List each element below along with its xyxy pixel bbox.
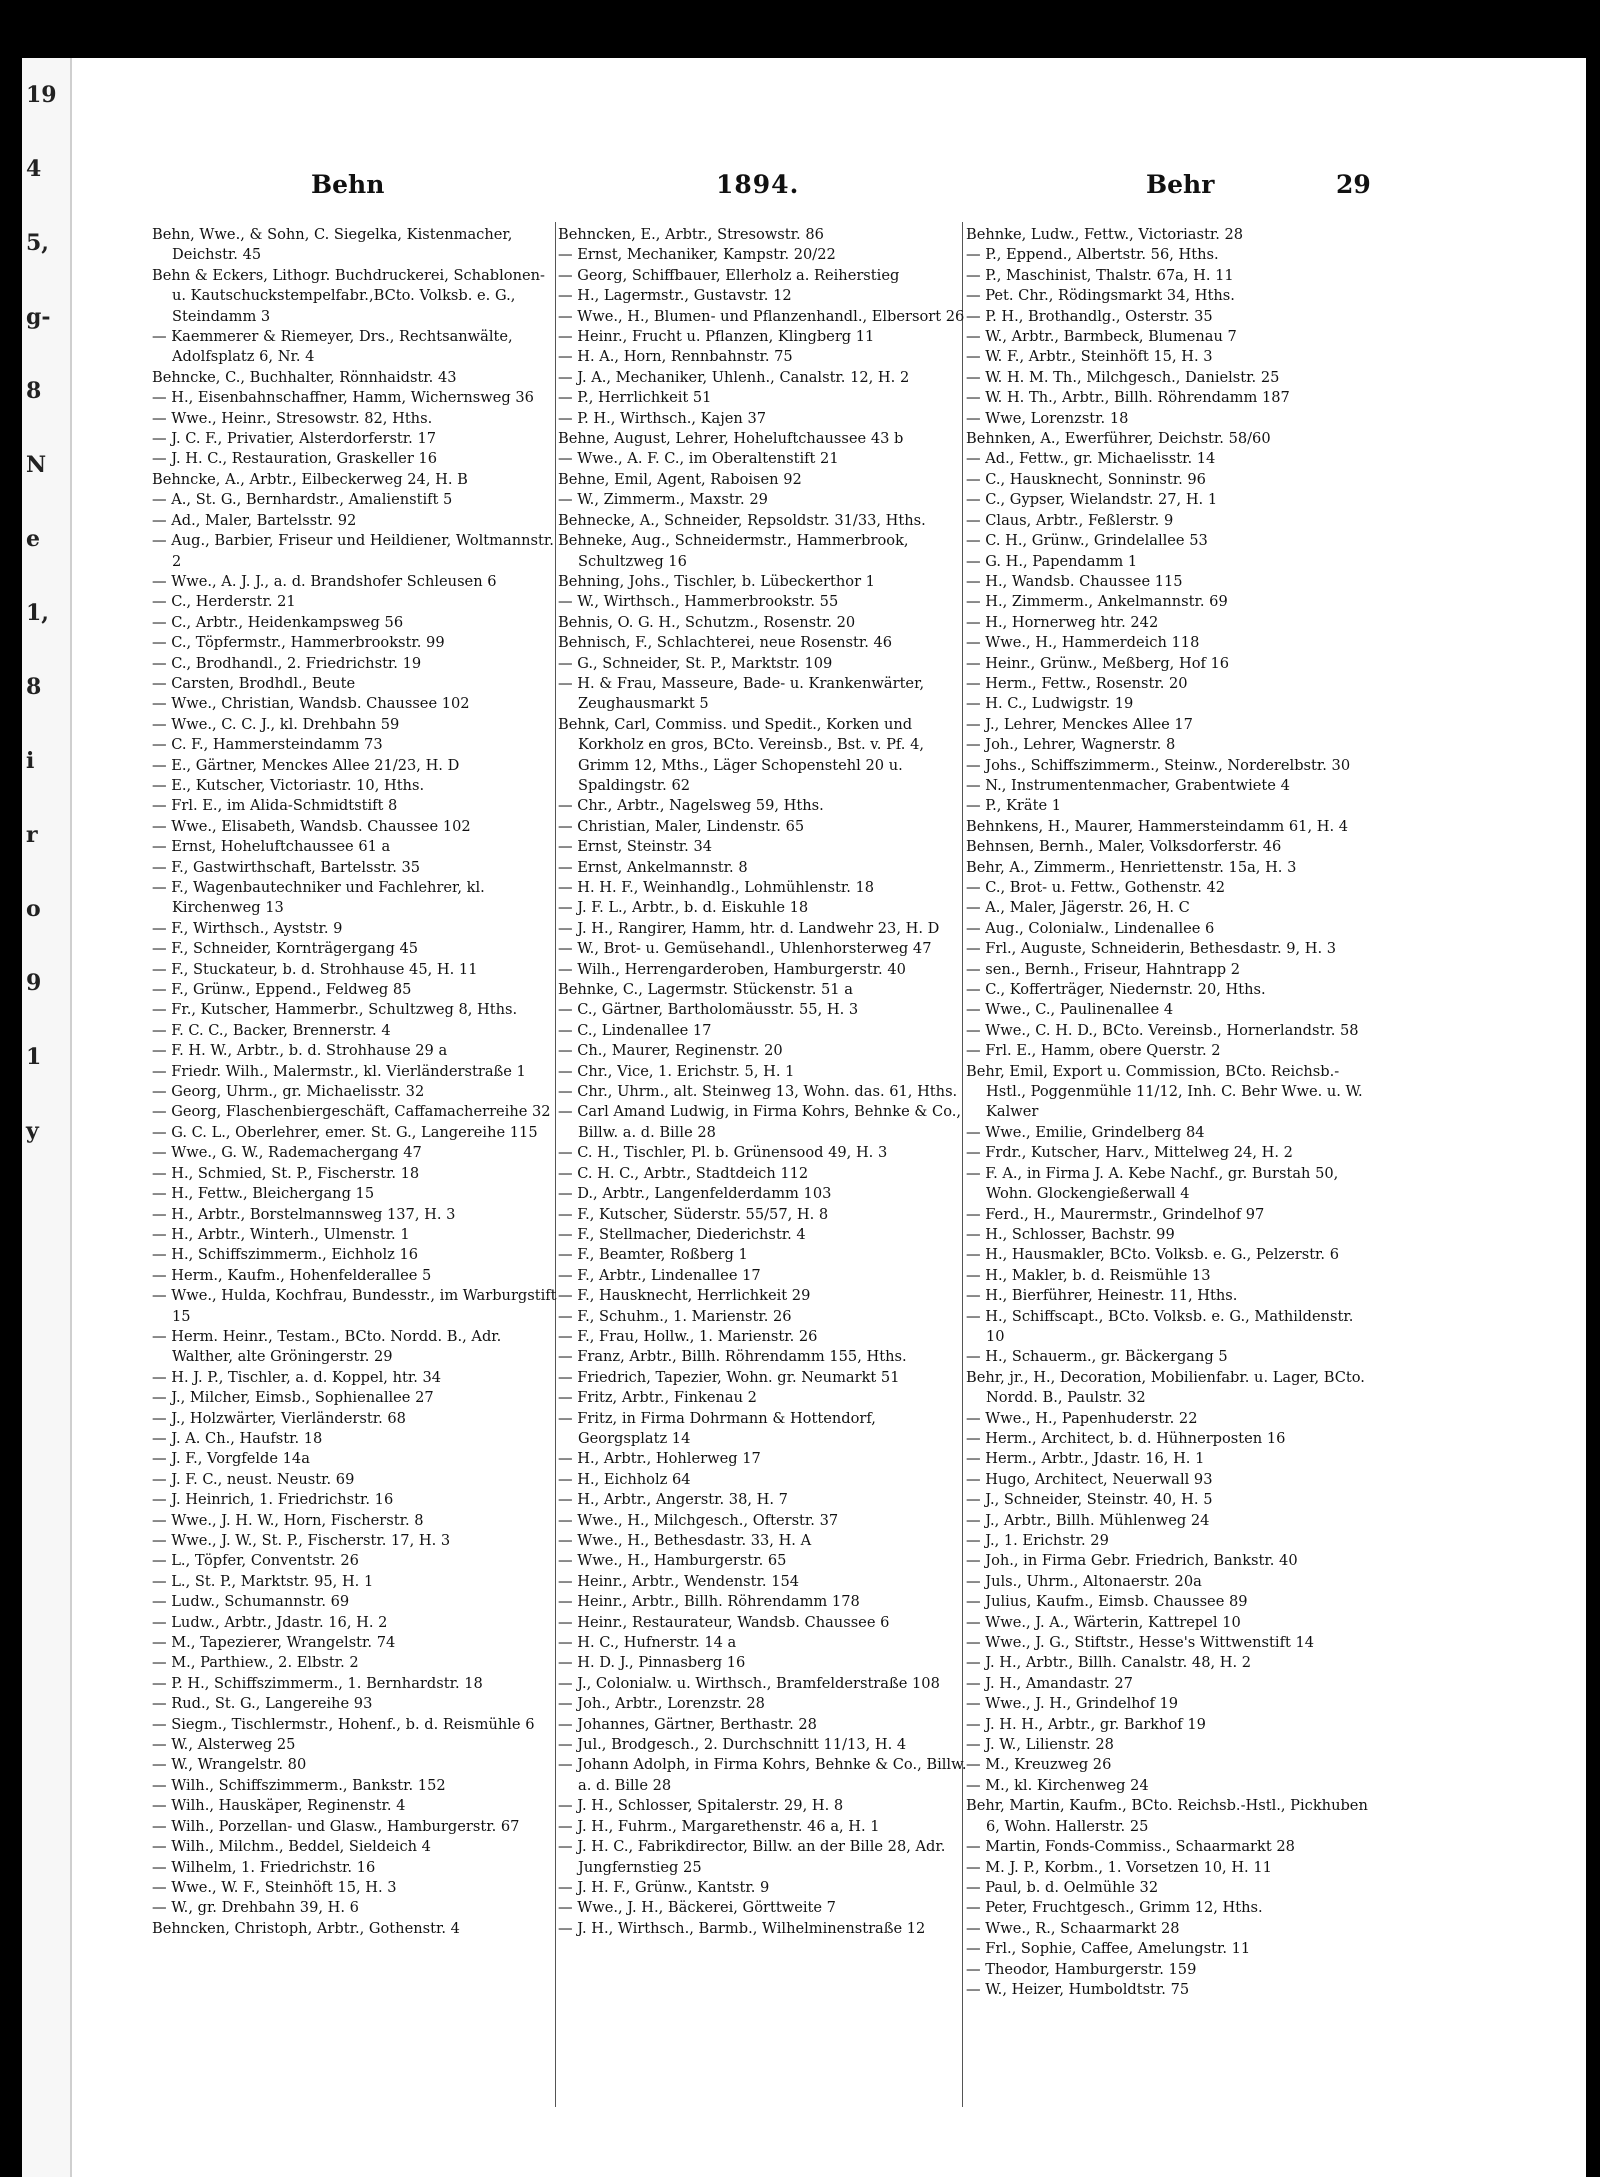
directory-entry: — H., Eisenbahnschaffner, Hamm, Wichernsweg 36 (152, 389, 534, 407)
directory-entry: — Rud., St. G., Langereihe 93 (152, 1695, 373, 1713)
directory-entry: — Ernst, Ankelmannstr. 8 (558, 858, 748, 876)
directory-entry: — Chr., Uhrm., alt. Steinweg 13, Wohn. das. 61, Hths. (558, 1083, 958, 1101)
directory-entry: — J. H. F., Grünw., Kantstr. 9 (558, 1878, 770, 1896)
directory-entry: — Julius, Kaufm., Eimsb. Chaussee 89 (966, 1593, 1248, 1611)
directory-entry: Behnisch, F., Schlachterei, neue Rosenstr. 46 (558, 634, 893, 652)
directory-entry: — W., Zimmerm., Maxstr. 29 (558, 491, 768, 509)
directory-entry: — H. & Frau, Masseure, Bade- u. Krankenwärter, Zeughausmarkt 5 (558, 674, 925, 713)
directory-entry: Behne, August, Lehrer, Hoheluftchaussee 43 b (558, 430, 904, 448)
directory-entry: — Wwe., C. H. D., BCto. Vereinsb., Hornerlandstr. 58 (966, 1021, 1359, 1039)
directory-entry: — H., Arbtr., Borstelmannsweg 137, H. 3 (152, 1205, 456, 1223)
previous-page-fragment: g- (26, 304, 51, 330)
directory-entry: — Wwe., H., Blumen- und Pflanzenhandl., Elbersort 26 (558, 307, 965, 325)
directory-entry: — C., Kofferträger, Niedernstr. 20, Hths. (966, 981, 1266, 999)
header-catchword-right: Behr (1146, 170, 1215, 199)
directory-entry: — Joh., Lehrer, Wagnerstr. 8 (966, 736, 1176, 754)
directory-entry: — Ernst, Hoheluftchaussee 61 a (152, 838, 391, 856)
previous-page-fragment: 19 (26, 82, 57, 108)
directory-entry: — Franz, Arbtr., Billh. Röhrendamm 155, Hths. (558, 1348, 907, 1366)
directory-entry: — Wwe., Elisabeth, Wandsb. Chaussee 102 (152, 817, 471, 835)
scan-border-top (0, 0, 1600, 58)
directory-entry: Behncken, Christoph, Arbtr., Gothenstr. 4 (152, 1919, 460, 1937)
directory-entry: — Kaemmerer & Riemeyer, Drs., Rechtsanwälte, Adolfsplatz 6, Nr. 4 (152, 328, 513, 366)
directory-entry: — A., St. G., Bernhardstr., Amalienstift 5 (152, 491, 453, 509)
directory-entry: — Theodor, Hamburgerstr. 159 (966, 1960, 1197, 1978)
directory-column-1 (152, 225, 562, 1939)
directory-entry: — Wwe., H., Bethesdastr. 33, H. A (558, 1532, 812, 1549)
previous-page-fragment: e (26, 526, 40, 552)
directory-entry: — H., Zimmerm., Ankelmannstr. 69 (966, 593, 1228, 611)
directory-entry: — Wwe., Christian, Wandsb. Chaussee 102 (152, 695, 470, 713)
directory-entry: — Carsten, Brodhdl., Beute (152, 674, 356, 692)
directory-entry: — Wwe., H., Milchgesch., Ofterstr. 37 (558, 1511, 839, 1529)
directory-entry: — H. C., Ludwigstr. 19 (966, 695, 1134, 713)
directory-entry: — Herm., Arbtr., Jdastr. 16, H. 1 (966, 1450, 1205, 1468)
previous-page-fragment: r (26, 822, 38, 848)
directory-entry: — J. H., Wirthsch., Barmb., Wilhelminenstraße 12 (558, 1919, 926, 1937)
directory-entry: — W., Brot- u. Gemüsehandl., Uhlenhorsterweg 47 (558, 940, 932, 958)
directory-entry: — H., Schmied, St. P., Fischerstr. 18 (152, 1164, 420, 1182)
directory-entry: — Ludw., Schumannstr. 69 (152, 1593, 350, 1611)
previous-page-edge (22, 58, 72, 2177)
directory-entry: — Heinr., Restaurateur, Wandsb. Chaussee 6 (558, 1613, 890, 1631)
directory-entry: — Wwe., Hulda, Kochfrau, Bundesstr., im Warburgstift 15 (152, 1287, 557, 1325)
directory-entry: Behnis, O. G. H., Schutzm., Rosenstr. 20 (558, 613, 856, 631)
directory-entry: — Wwe., H., Hammerdeich 118 (966, 634, 1200, 652)
directory-entry: — C., Gärtner, Bartholomäusstr. 55, H. 3 (558, 1001, 859, 1019)
directory-entry: — Wwe., J. A., Wärterin, Kattrepel 10 (966, 1613, 1241, 1631)
directory-entry: — W., gr. Drehbahn 39, H. 6 (152, 1899, 359, 1917)
directory-entry: Behnke, Ludw., Fettw., Victoriastr. 28 (966, 226, 1244, 243)
directory-entry: — Fritz, in Firma Dohrmann & Hottendorf, Georgsplatz 14 (558, 1409, 876, 1447)
directory-entry: — F., Arbtr., Lindenallee 17 (558, 1266, 761, 1284)
directory-entry: — J., Arbtr., Billh. Mühlenweg 24 (966, 1511, 1210, 1529)
previous-page-fragment: y (26, 1118, 39, 1144)
directory-entry: — Wwe, Lorenzstr. 18 (966, 409, 1129, 427)
directory-entry: — C., Brot- u. Fettw., Gothenstr. 42 (966, 879, 1226, 896)
directory-entry: Behnkens, H., Maurer, Hammersteindamm 61, H. 4 (966, 817, 1349, 835)
directory-entry: — J., Schneider, Steinstr. 40, H. 5 (966, 1491, 1213, 1509)
directory-entry: — Wilh., Porzellan- und Glasw., Hamburgerstr. 67 (152, 1817, 520, 1835)
directory-entry: — F., Schneider, Kornträgergang 45 (152, 940, 419, 958)
directory-entry: — F. C. C., Backer, Brennerstr. 4 (152, 1021, 391, 1039)
directory-entry: — C., Brodhandl., 2. Friedrichstr. 19 (152, 654, 422, 672)
directory-entry: — H., Hornerweg htr. 242 (966, 613, 1159, 631)
directory-entry: Behnsen, Bernh., Maler, Volksdorferstr. 46 (966, 838, 1282, 856)
directory-entry: — Wwe., Emilie, Grindelberg 84 (966, 1123, 1205, 1141)
directory-entry: — F., Kutscher, Süderstr. 55/57, H. 8 (558, 1205, 829, 1223)
page-header (96, 170, 1371, 210)
directory-entry: — Wwe., H., Papenhuderstr. 22 (966, 1409, 1198, 1427)
directory-entry: — F., Stuckateur, b. d. Strohhause 45, H. 11 (152, 960, 478, 978)
directory-entry: — M., Tapezierer, Wrangelstr. 74 (152, 1634, 396, 1652)
previous-page-fragment: 4 (26, 156, 42, 182)
directory-entry: — L., St. P., Marktstr. 95, H. 1 (152, 1572, 374, 1590)
directory-entry: — Aug., Colonialw., Lindenallee 6 (966, 919, 1215, 937)
directory-entry: — J. H., Schlosser, Spitalerstr. 29, H. 8 (558, 1797, 844, 1815)
directory-entry: — H., Schiffszimmerm., Eichholz 16 (152, 1246, 419, 1264)
directory-entry: — Wwe., A. J. J., a. d. Brandshofer Schleusen 6 (152, 572, 497, 590)
directory-entry: — Aug., Barbier, Friseur und Heildiener, Woltmannstr. 2 (152, 532, 554, 570)
directory-entry: — F., Gastwirthschaft, Bartelsstr. 35 (152, 858, 421, 876)
directory-entry: — Carl Amand Ludwig, in Firma Kohrs, Behnke & Co., Billw. a. d. Bille 28 (558, 1103, 962, 1141)
directory-entry: — Frl., Auguste, Schneiderin, Bethesdastr. 9, H. 3 (966, 940, 1337, 958)
directory-entry: — Ernst, Steinstr. 34 (558, 838, 713, 856)
previous-page-fragment: 1, (26, 600, 49, 626)
directory-entry: — J. A. Ch., Haufstr. 18 (152, 1429, 323, 1447)
directory-entry: — Frl. E., im Alida-Schmidtstift 8 (152, 797, 398, 815)
directory-entry: — H., Arbtr., Angerstr. 38, H. 7 (558, 1491, 788, 1509)
directory-entry: — M., Kreuzweg 26 (966, 1756, 1112, 1774)
directory-entry: Behnke, C., Lagermstr. Stückenstr. 51 a (558, 981, 853, 999)
directory-entry: — Wilh., Schiffszimmerm., Bankstr. 152 (152, 1776, 446, 1794)
directory-entry: — C., Arbtr., Heidenkampsweg 56 (152, 613, 404, 631)
previous-page-fragment: 5, (26, 230, 49, 256)
directory-entry: Behnecke, A., Schneider, Repsoldstr. 31/33, Hths. (558, 511, 926, 529)
directory-entry: — J., 1. Erichstr. 29 (966, 1532, 1109, 1549)
directory-entry: — F., Wirthsch., Ayststr. 9 (152, 919, 343, 937)
directory-entry: — J. F., Vorgfelde 14a (152, 1450, 310, 1468)
directory-entry: — Paul, b. d. Oelmühle 32 (966, 1878, 1159, 1896)
directory-entry: — Wilh., Milchm., Beddel, Sieldeich 4 (152, 1838, 431, 1856)
directory-entry: — Wwe., J. H. W., Horn, Fischerstr. 8 (152, 1511, 424, 1529)
directory-entry: — Wilh., Hauskäper, Reginenstr. 4 (152, 1797, 406, 1815)
directory-entry: — Juls., Uhrm., Altonaerstr. 20a (966, 1572, 1202, 1590)
directory-entry: — F., Hausknecht, Herrlichkeit 29 (558, 1287, 811, 1305)
directory-entry: — C. F., Hammersteindamm 73 (152, 736, 383, 754)
directory-entry: — W., Arbtr., Barmbeck, Blumenau 7 (966, 328, 1237, 346)
directory-column-2 (558, 225, 968, 1939)
directory-entry: — Wilh., Herrengarderoben, Hamburgerstr. 40 (558, 960, 906, 978)
scan-border-right (1586, 0, 1600, 2177)
directory-entry: — W. H. M. Th., Milchgesch., Danielstr. 25 (966, 368, 1280, 386)
directory-entry: — Wwe., C., Paulinenallee 4 (966, 1001, 1174, 1019)
directory-entry: — Jul., Brodgesch., 2. Durchschnitt 11/13, H. 4 (558, 1736, 907, 1754)
directory-entry: — W., Wrangelstr. 80 (152, 1756, 307, 1774)
directory-entry: — Heinr., Arbtr., Wendenstr. 154 (558, 1572, 800, 1590)
directory-entry: — H. J. P., Tischler, a. d. Koppel, htr. 34 (152, 1368, 442, 1386)
directory-entry: Behncken, E., Arbtr., Stresowstr. 86 (558, 226, 824, 243)
previous-page-fragment: N (26, 452, 47, 478)
directory-entry: — F., Grünw., Eppend., Feldweg 85 (152, 981, 412, 999)
directory-entry: — J., Colonialw. u. Wirthsch., Bramfelderstraße 108 (558, 1674, 940, 1692)
directory-entry: — Martin, Fonds-Commiss., Schaarmarkt 28 (966, 1838, 1295, 1856)
directory-entry: — W., Alsterweg 25 (152, 1736, 296, 1754)
directory-entry: — Herm., Architect, b. d. Hühnerposten 16 (966, 1429, 1286, 1447)
directory-entry: Behn & Eckers, Lithogr. Buchdruckerei, Schablonen- u. Kautschuckstempelfabr.,BCto. Volksb. e. G., Steindamm 3 (152, 266, 545, 325)
directory-entry: — Wwe., A. F. C., im Oberaltenstift 21 (558, 450, 839, 468)
directory-entry: — Wwe., R., Schaarmarkt 28 (966, 1919, 1180, 1937)
directory-entry: — H., Hausmakler, BCto. Volksb. e. G., Pelzerstr. 6 (966, 1246, 1339, 1264)
directory-entry: — N., Instrumentenmacher, Grabentwiete 4 (966, 776, 1290, 794)
directory-entry: — sen., Bernh., Friseur, Hahntrapp 2 (966, 960, 1241, 978)
directory-entry: Behncke, C., Buchhalter, Rönnhaidstr. 43 (152, 368, 457, 386)
directory-entry: — J., Holzwärter, Vierländerstr. 68 (152, 1409, 406, 1427)
directory-entry: — C., Hausknecht, Sonninstr. 96 (966, 470, 1206, 488)
directory-entry: — J., Milcher, Eimsb., Sophienallee 27 (152, 1389, 434, 1407)
directory-entry: — F., Frau, Hollw., 1. Marienstr. 26 (558, 1327, 818, 1345)
directory-entry: — D., Arbtr., Langenfelderdamm 103 (558, 1185, 832, 1203)
directory-entry: — C., Töpfermstr., Hammerbrookstr. 99 (152, 634, 445, 652)
directory-entry: — H., Wandsb. Chaussee 115 (966, 572, 1183, 590)
directory-entry: — H., Bierführer, Heinestr. 11, Hths. (966, 1287, 1238, 1305)
directory-entry: Behnken, A., Ewerführer, Deichstr. 58/60 (966, 430, 1271, 448)
directory-entry: — J. C. F., Privatier, Alsterdorferstr. 17 (152, 430, 437, 448)
directory-entry: — P., Herrlichkeit 51 (558, 389, 712, 407)
directory-entry: — J. A., Mechaniker, Uhlenh., Canalstr. 12, H. 2 (558, 368, 910, 386)
directory-entry: — G., Schneider, St. P., Marktstr. 109 (558, 654, 833, 672)
directory-entry: — W., Heizer, Humboldtstr. 75 (966, 1980, 1190, 1998)
directory-entry: — Friedrich, Tapezier, Wohn. gr. Neumarkt 51 (558, 1368, 900, 1386)
directory-entry: — G. H., Papendamm 1 (966, 552, 1138, 570)
directory-entry: — W. H. Th., Arbtr., Billh. Röhrendamm 187 (966, 389, 1290, 407)
directory-entry: — Wwe., H., Hamburgerstr. 65 (558, 1552, 787, 1570)
directory-entry: — H., Fettw., Bleichergang 15 (152, 1185, 375, 1203)
directory-entry: — J. H., Amandastr. 27 (966, 1674, 1133, 1692)
directory-entry: Behr, A., Zimmerm., Henriettenstr. 15a, H. 3 (966, 858, 1297, 876)
directory-entry: — Herm. Heinr., Testam., BCto. Nordd. B., Adr. Walther, alte Gröningerstr. 29 (152, 1327, 502, 1366)
directory-entry: — J., Lehrer, Menckes Allee 17 (966, 715, 1193, 733)
previous-page-fragment: i (26, 748, 35, 774)
directory-entry: — Ernst, Mechaniker, Kampstr. 20/22 (558, 246, 836, 264)
directory-entry: — H., Schiffscapt., BCto. Volksb. e. G., Mathildenstr. 10 (966, 1307, 1354, 1345)
directory-entry: — H., Lagermstr., Gustavstr. 12 (558, 287, 792, 305)
directory-entry: — Ch., Maurer, Reginenstr. 20 (558, 1042, 783, 1060)
directory-entry: — H., Eichholz 64 (558, 1470, 691, 1488)
directory-entry: — H., Schauerm., gr. Bäckergang 5 (966, 1348, 1228, 1366)
directory-entry: — H., Arbtr., Hohlerweg 17 (558, 1450, 761, 1468)
directory-column-3 (966, 225, 1376, 2000)
header-catchword-left: Behn (311, 170, 385, 199)
directory-entry: — F. A., in Firma J. A. Kebe Nachf., gr. Burstah 50, Wohn. Glockengießerwall 4 (966, 1164, 1339, 1203)
previous-page-fragment: 8 (26, 378, 42, 404)
directory-entry: — M. J. P., Korbm., 1. Vorsetzen 10, H. 11 (966, 1858, 1272, 1876)
directory-entry: — J. H., Rangirer, Hamm, htr. d. Landwehr 23, H. D (558, 919, 940, 937)
directory-entry: — Joh., in Firma Gebr. Friedrich, Bankstr. 40 (966, 1552, 1298, 1570)
directory-entry: — P., Maschinist, Thalstr. 67a, H. 11 (966, 266, 1234, 284)
directory-entry: — M., Parthiew., 2. Elbstr. 2 (152, 1654, 359, 1672)
directory-entry: — Wwe., Heinr., Stresowstr. 82, Hths. (152, 409, 433, 427)
directory-entry: — W., Wirthsch., Hammerbrookstr. 55 (558, 593, 839, 611)
directory-entry: — Johannes, Gärtner, Berthastr. 28 (558, 1715, 817, 1733)
directory-entry: — H., Makler, b. d. Reismühle 13 (966, 1266, 1211, 1284)
directory-entry: — Wwe., J. G., Stiftstr., Hesse's Wittwenstift 14 (966, 1634, 1315, 1652)
directory-entry: — Peter, Fruchtgesch., Grimm 12, Hths. (966, 1899, 1263, 1917)
directory-entry: — Georg, Uhrm., gr. Michaelisstr. 32 (152, 1083, 425, 1101)
directory-entry: — Wwe., J. H., Grindelhof 19 (966, 1695, 1179, 1713)
directory-entry: — Georg, Schiffbauer, Ellerholz a. Reiherstieg (558, 266, 900, 284)
directory-entry: — H. A., Horn, Rennbahnstr. 75 (558, 348, 793, 366)
directory-entry: — Christian, Maler, Lindenstr. 65 (558, 817, 805, 835)
directory-entry: — C. H., Tischler, Pl. b. Grünensood 49, H. 3 (558, 1144, 888, 1162)
directory-entry: — Wwe., C. C. J., kl. Drehbahn 59 (152, 715, 400, 733)
directory-entry: — P. H., Wirthsch., Kajen 37 (558, 409, 767, 427)
directory-entry: — H. D. J., Pinnasberg 16 (558, 1654, 746, 1672)
directory-entry: Behr, jr., H., Decoration, Mobilienfabr. u. Lager, BCto. Nordd. B., Paulstr. 32 (966, 1368, 1365, 1407)
directory-entry: — Claus, Arbtr., Feßlerstr. 9 (966, 511, 1174, 529)
directory-entry: — H. H. F., Weinhandlg., Lohmühlenstr. 18 (558, 879, 875, 896)
directory-entry: Behneke, Aug., Schneidermstr., Hammerbrook, Schultzweg 16 (558, 532, 909, 570)
directory-entry: — J. F. L., Arbtr., b. d. Eiskuhle 18 (558, 899, 809, 917)
directory-entry: — Herm., Fettw., Rosenstr. 20 (966, 674, 1188, 692)
directory-entry: — H., Schlosser, Bachstr. 99 (966, 1225, 1175, 1243)
directory-entry: — C., Herderstr. 21 (152, 593, 296, 611)
directory-entry: — J. H. C., Fabrikdirector, Billw. an der Bille 28, Adr. Jungfernstieg 25 (558, 1838, 946, 1876)
directory-entry: — C., Gypser, Wielandstr. 27, H. 1 (966, 491, 1218, 509)
directory-entry: — J. F. C., neust. Neustr. 69 (152, 1470, 355, 1488)
directory-entry: — Joh., Arbtr., Lorenzstr. 28 (558, 1695, 765, 1713)
directory-entry: — F., Beamter, Roßberg 1 (558, 1246, 748, 1264)
directory-entry: — Wwe., J. W., St. P., Fischerstr. 17, H. 3 (152, 1532, 451, 1549)
previous-page-fragment: o (26, 896, 41, 922)
directory-entry: — Frdr., Kutscher, Harv., Mittelweg 24, H. 2 (966, 1144, 1293, 1162)
directory-entry: — Friedr. Wilh., Malermstr., kl. Vierländerstraße 1 (152, 1062, 526, 1080)
directory-entry: — F. H. W., Arbtr., b. d. Strohhause 29 a (152, 1042, 448, 1060)
directory-entry: — Ad., Maler, Bartelsstr. 92 (152, 511, 357, 529)
directory-entry: — F., Stellmacher, Diederichstr. 4 (558, 1225, 806, 1243)
directory-entry: — P., Eppend., Albertstr. 56, Hths. (966, 246, 1219, 264)
directory-entry: — Chr., Arbtr., Nagelsweg 59, Hths. (558, 797, 824, 815)
directory-entry: — J. H. C., Restauration, Graskeller 16 (152, 450, 438, 468)
directory-page (96, 110, 1566, 2140)
directory-entry: — F., Schuhm., 1. Marienstr. 26 (558, 1307, 792, 1325)
directory-entry: — W. F., Arbtr., Steinhöft 15, H. 3 (966, 348, 1213, 366)
directory-entry: — G. C. L., Oberlehrer, emer. St. G., Langereihe 115 (152, 1123, 538, 1141)
directory-entry: — Herm., Kaufm., Hohenfelderallee 5 (152, 1266, 432, 1284)
header-year: 1894. (716, 170, 800, 199)
directory-entry: — Ludw., Arbtr., Jdastr. 16, H. 2 (152, 1613, 388, 1631)
previous-page-fragment: 8 (26, 674, 42, 700)
directory-entry: — J. H., Arbtr., Billh. Canalstr. 48, H. 2 (966, 1654, 1252, 1672)
directory-entry: — Georg, Flaschenbiergeschäft, Caffamacherreihe 32 (152, 1103, 551, 1121)
directory-entry: — H., Arbtr., Winterh., Ulmenstr. 1 (152, 1225, 410, 1243)
directory-entry: — P. H., Schiffszimmerm., 1. Bernhardstr. 18 (152, 1674, 483, 1692)
directory-entry: — Fritz, Arbtr., Finkenau 2 (558, 1389, 757, 1407)
directory-entry: — J. H., Fuhrm., Margarethenstr. 46 a, H. 1 (558, 1817, 880, 1835)
previous-page-fragment: 1 (26, 1044, 42, 1070)
directory-entry: — Fr., Kutscher, Hammerbr., Schultzweg 8, Hths. (152, 1001, 518, 1019)
directory-entry: — C., Lindenallee 17 (558, 1021, 712, 1039)
directory-entry: — A., Maler, Jägerstr. 26, H. C (966, 899, 1190, 917)
directory-entry: Behr, Martin, Kaufm., BCto. Reichsb.-Hstl., Pickhuben 6, Wohn. Hallerstr. 25 (966, 1797, 1368, 1835)
directory-entry: Behn, Wwe., & Sohn, C. Siegelka, Kistenmacher, Deichstr. 45 (152, 226, 513, 264)
directory-entry: — Frl. E., Hamm, obere Querstr. 2 (966, 1042, 1221, 1060)
directory-entry: Behncke, A., Arbtr., Eilbeckerweg 24, H. B (152, 470, 468, 488)
directory-entry: — Frl., Sophie, Caffee, Amelungstr. 11 (966, 1940, 1251, 1958)
directory-entry: — Heinr., Frucht u. Pflanzen, Klingberg 11 (558, 328, 875, 346)
directory-entry: — J. H. H., Arbtr., gr. Barkhof 19 (966, 1715, 1206, 1733)
directory-entry: Behne, Emil, Agent, Raboisen 92 (558, 470, 802, 488)
scan-border-left (0, 0, 22, 2177)
directory-entry: — Pet. Chr., Rödingsmarkt 34, Hths. (966, 287, 1235, 305)
directory-entry: — C. H. C., Arbtr., Stadtdeich 112 (558, 1164, 809, 1182)
directory-entry: — P. H., Brothandlg., Osterstr. 35 (966, 307, 1213, 325)
directory-entry: — Ad., Fettw., gr. Michaelisstr. 14 (966, 450, 1216, 468)
directory-entry: — H. C., Hufnerstr. 14 a (558, 1634, 737, 1652)
directory-entry: — F., Wagenbautechniker und Fachlehrer, kl. Kirchenweg 13 (152, 879, 485, 917)
directory-entry: — J. W., Lilienstr. 28 (966, 1736, 1114, 1754)
directory-entry: — Wilhelm, 1. Friedrichstr. 16 (152, 1858, 376, 1876)
directory-entry: — Chr., Vice, 1. Erichstr. 5, H. 1 (558, 1062, 795, 1080)
directory-entry: — E., Kutscher, Victoriastr. 10, Hths. (152, 776, 425, 794)
directory-entry: Behning, Johs., Tischler, b. Lübeckerthor 1 (558, 572, 875, 590)
directory-entry: — Heinr., Grünw., Meßberg, Hof 16 (966, 654, 1230, 672)
directory-entry: — Wwe., G. W., Rademachergang 47 (152, 1144, 422, 1162)
directory-entry: — Wwe., W. F., Steinhöft 15, H. 3 (152, 1878, 397, 1896)
directory-entry: — P., Kräte 1 (966, 797, 1062, 815)
directory-entry: — Heinr., Arbtr., Billh. Röhrendamm 178 (558, 1593, 860, 1611)
directory-entry: — Hugo, Architect, Neuerwall 93 (966, 1470, 1213, 1488)
directory-entry: — E., Gärtner, Menckes Allee 21/23, H. D (152, 756, 460, 774)
directory-entry: — Johs., Schiffszimmerm., Steinw., Norderelbstr. 30 (966, 756, 1351, 774)
directory-entry: Behnk, Carl, Commiss. und Spedit., Korken und Korkholz en gros, BCto. Vereinsb., Bst. v. Pf. 4, Grimm 12, Mths., Läger Schopenstehl 20 u. Spaldingstr. 62 (558, 715, 924, 794)
directory-entry: — J. Heinrich, 1. Friedrichstr. 16 (152, 1491, 394, 1509)
directory-entry: Behr, Emil, Export u. Commission, BCto. Reichsb.-Hstl., Poggenmühle 11/12, Inh. C. Behr Wwe. u. W. Kalwer (966, 1062, 1363, 1121)
previous-page-fragment: 9 (26, 970, 42, 996)
directory-entry: — Johann Adolph, in Firma Kohrs, Behnke & Co., Billw. a. d. Bille 28 (558, 1756, 967, 1794)
directory-entry: — M., kl. Kirchenweg 24 (966, 1776, 1149, 1794)
page-number: 29 (1336, 170, 1371, 199)
directory-entry: — Ferd., H., Maurermstr., Grindelhof 97 (966, 1205, 1265, 1223)
directory-entry: — Wwe., J. H., Bäckerei, Görttweite 7 (558, 1899, 836, 1917)
directory-entry: — C. H., Grünw., Grindelallee 53 (966, 532, 1208, 550)
directory-entry: — Siegm., Tischlermstr., Hohenf., b. d. Reismühle 6 (152, 1715, 535, 1733)
directory-entry: — L., Töpfer, Conventstr. 26 (152, 1552, 359, 1570)
